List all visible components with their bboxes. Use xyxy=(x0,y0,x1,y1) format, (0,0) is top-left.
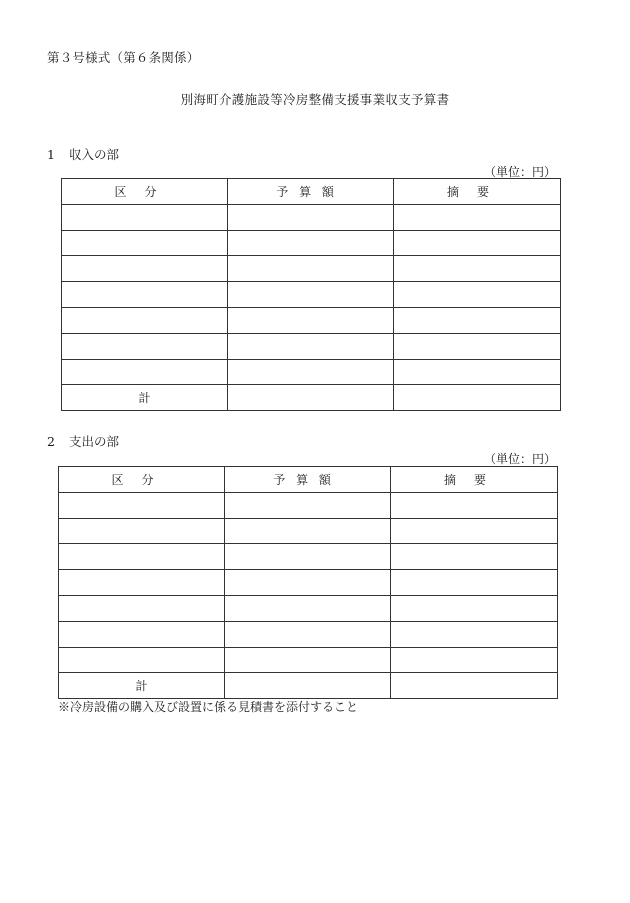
expense-budget-cell[interactable] xyxy=(225,544,391,570)
expense-total-label: 計 xyxy=(59,673,225,699)
expense-remarks-cell[interactable] xyxy=(391,595,558,621)
expense-total-row xyxy=(59,673,558,699)
expense-section-number: 2 xyxy=(47,434,55,449)
income-budget-cell[interactable] xyxy=(228,359,394,385)
income-remarks-cell[interactable] xyxy=(394,230,561,256)
income-table-row xyxy=(62,256,561,282)
expense-category-cell[interactable] xyxy=(59,647,225,673)
income-unit-note: （単位：円） xyxy=(483,165,556,179)
expense-table-row xyxy=(59,570,558,596)
income-total-remarks-cell[interactable] xyxy=(394,385,561,411)
expense-header-row xyxy=(59,467,558,493)
income-remarks-cell[interactable] xyxy=(394,359,561,385)
income-category-cell[interactable] xyxy=(62,256,228,282)
income-category-cell[interactable] xyxy=(62,230,228,256)
income-remarks-cell[interactable] xyxy=(394,282,561,308)
expense-category-cell[interactable] xyxy=(59,492,225,518)
expense-table-row xyxy=(59,544,558,570)
expense-category-cell[interactable] xyxy=(59,544,225,570)
income-col-category: 区分 xyxy=(62,179,228,205)
income-budget-cell[interactable] xyxy=(228,256,394,282)
income-table-row xyxy=(62,282,561,308)
expense-col-category: 区分 xyxy=(59,467,225,493)
income-remarks-cell[interactable] xyxy=(394,256,561,282)
income-total-budget-cell[interactable] xyxy=(228,385,394,411)
expense-remarks-cell[interactable] xyxy=(391,621,558,647)
income-table-row xyxy=(62,307,561,333)
income-section-heading xyxy=(47,145,119,163)
expense-budget-cell[interactable] xyxy=(225,621,391,647)
expense-category-cell[interactable] xyxy=(59,518,225,544)
income-budget-cell[interactable] xyxy=(228,282,394,308)
expense-budget-cell[interactable] xyxy=(225,492,391,518)
income-table-row xyxy=(62,359,561,385)
income-header-row xyxy=(62,179,561,205)
income-col-remarks: 摘要 xyxy=(394,179,561,205)
income-total-row xyxy=(62,385,561,411)
income-category-cell[interactable] xyxy=(62,204,228,230)
expense-remarks-cell[interactable] xyxy=(391,518,558,544)
expense-total-budget-cell[interactable] xyxy=(225,673,391,699)
income-remarks-cell[interactable] xyxy=(394,204,561,230)
expense-total-remarks-cell[interactable] xyxy=(391,673,558,699)
expense-table xyxy=(58,466,558,699)
expense-category-cell[interactable] xyxy=(59,595,225,621)
income-budget-cell[interactable] xyxy=(228,333,394,359)
expense-unit-note: （単位：円） xyxy=(483,452,556,466)
expense-col-budget: 予算額 xyxy=(225,467,391,493)
expense-category-cell[interactable] xyxy=(59,570,225,596)
income-budget-cell[interactable] xyxy=(228,230,394,256)
expense-category-cell[interactable] xyxy=(59,621,225,647)
attachment-footnote: ※冷房設備の購入及び設置に係る見積書を添付すること xyxy=(58,700,359,714)
income-remarks-cell[interactable] xyxy=(394,307,561,333)
income-remarks-cell[interactable] xyxy=(394,333,561,359)
income-category-cell[interactable] xyxy=(62,333,228,359)
expense-table-row xyxy=(59,647,558,673)
expense-budget-cell[interactable] xyxy=(225,570,391,596)
expense-section-heading xyxy=(47,432,119,450)
income-budget-cell[interactable] xyxy=(228,204,394,230)
expense-table-row xyxy=(59,492,558,518)
expense-remarks-cell[interactable] xyxy=(391,544,558,570)
income-table-row xyxy=(62,230,561,256)
expense-table-row xyxy=(59,518,558,544)
expense-budget-cell[interactable] xyxy=(225,518,391,544)
expense-table-row xyxy=(59,595,558,621)
document-title: 別海町介護施設等冷房整備支援事業収支予算書 xyxy=(180,92,450,107)
income-section-label: 収入の部 xyxy=(69,147,120,162)
form-number: 第３号様式（第６条関係） xyxy=(47,50,200,65)
income-table-row xyxy=(62,333,561,359)
income-budget-cell[interactable] xyxy=(228,307,394,333)
income-category-cell[interactable] xyxy=(62,282,228,308)
income-table xyxy=(61,178,561,411)
income-category-cell[interactable] xyxy=(62,307,228,333)
income-total-label: 計 xyxy=(62,385,228,411)
income-category-cell[interactable] xyxy=(62,359,228,385)
expense-table-row xyxy=(59,621,558,647)
income-table-row xyxy=(62,204,561,230)
expense-remarks-cell[interactable] xyxy=(391,492,558,518)
expense-remarks-cell[interactable] xyxy=(391,647,558,673)
expense-col-remarks: 摘要 xyxy=(391,467,558,493)
expense-section-label: 支出の部 xyxy=(69,434,120,449)
income-col-budget: 予算額 xyxy=(228,179,394,205)
income-section-number: 1 xyxy=(47,147,55,162)
expense-remarks-cell[interactable] xyxy=(391,570,558,596)
expense-budget-cell[interactable] xyxy=(225,595,391,621)
expense-budget-cell[interactable] xyxy=(225,647,391,673)
